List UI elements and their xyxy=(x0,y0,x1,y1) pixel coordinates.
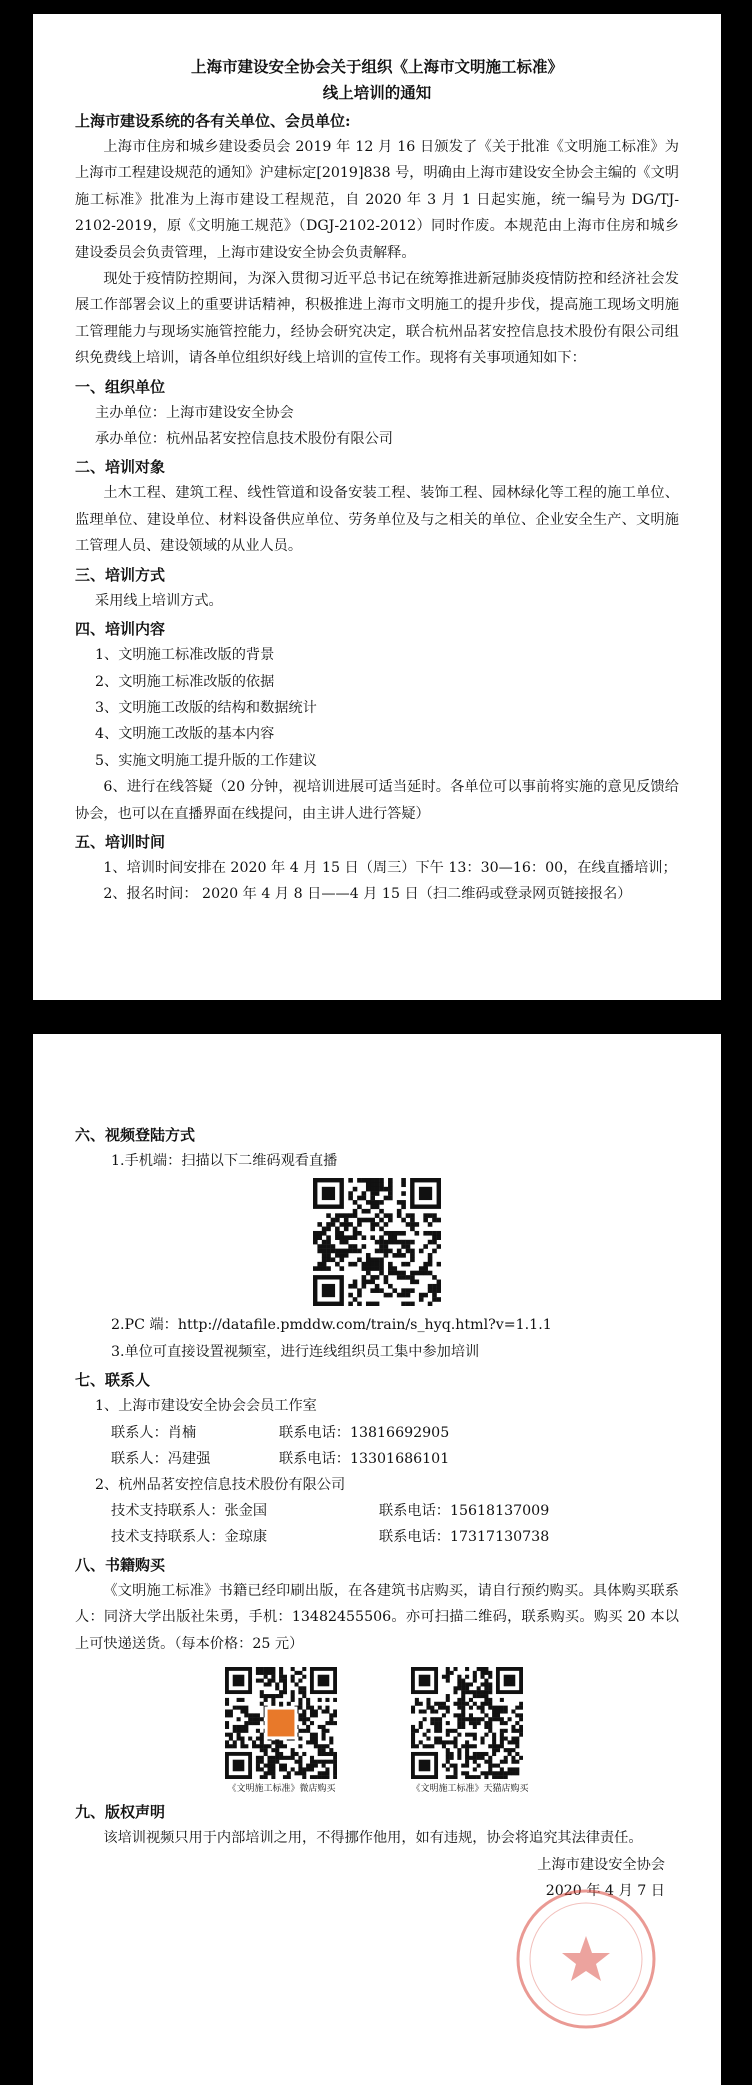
pc-access-item: 2.PC 端：http://datafile.pmddw.com/train/s_hyq.html?v=1.1.1 xyxy=(111,1317,552,1334)
mobile-access-item: 1.手机端：扫描以下二维码观看直播 xyxy=(111,1153,338,1169)
section-7-heading: 七、联系人 xyxy=(75,1371,151,1390)
document-page-2 xyxy=(33,1034,721,2085)
copyright-text: 该培训视频只用于内部培训之用，不得挪作他用，如有违规，协会将追究其法律责任。 xyxy=(103,1830,643,1847)
section-4-heading: 四、培训内容 xyxy=(75,620,166,639)
training-target-text: 土木工程、建筑工程、线性管道和设备安装工程、装饰工程、园林绿化等工程的施工单位、监理单位、建设单位、材料设备供应单位、劳务单位及与之相关的单位、企业安全生产、文明施工管理人员、建设领域的从业人员。 xyxy=(75,485,679,555)
content-item: 6、进行在线答疑（20 分钟，视培训进展可适当延时。各单位可以事前将实施的意见反馈给协会，也可以在直播界面在线提问，由主讲人进行答疑） xyxy=(75,779,679,822)
section-2-heading: 二、培训对象 xyxy=(75,458,166,477)
addressee: 上海市建设系统的各有关单位、会员单位: xyxy=(75,112,351,130)
content-item: 5、实施文明施工提升版的工作建议 xyxy=(95,752,317,769)
section-5-heading: 五、培训时间 xyxy=(75,832,166,851)
contact-name: 技术支持联系人：张金国 xyxy=(111,1503,268,1520)
training-time-item: 1、培训时间安排在 2020 年 4 月 15 日（周三）下午 13：30—16：00，在线直播培训； xyxy=(103,859,677,876)
contact-row xyxy=(75,1446,679,1472)
contact-phone: 联系电话：13816692905 xyxy=(279,1424,450,1441)
contact-phone: 联系电话：15618137009 xyxy=(379,1503,550,1520)
contact-row xyxy=(75,1524,679,1550)
content-item: 4、文明施工改版的基本内容 xyxy=(95,726,275,743)
qr-caption-tmall: 《文明施工标准》天猫店购买 xyxy=(411,1784,529,1795)
paragraph-1: 上海市住房和城乡建设委员会 2019 年 12 月 16 日颁发了《关于批准《文明施工标准》为上海市工程建设规范的通知》沪建标定[2019]838 号，明确由上海市建设安全协会主编的《文明施工标准》批准为上海市建设工程规范，自 2020 年 3 月 1 日起实施，统一编号为 DG/TJ-2102-2019，原《文明施工规范》（DGJ-2102-2012）同时作废。本规范由上海市住房和城乡建设委员会负责管理，上海市建设安全协会负责解释。 xyxy=(75,139,679,261)
organizer-unit: 承办单位：杭州品茗安控信息技术股份有限公司 xyxy=(95,431,393,448)
contact-row xyxy=(75,1498,679,1524)
qr-logo-badge xyxy=(268,1710,295,1737)
doc-title-line2: 线上培训的通知 xyxy=(322,83,432,102)
doc-title-line1: 上海市建设安全协会关于组织《上海市文明施工标准》 xyxy=(190,57,563,76)
content-item: 1、文明施工标准改版的背景 xyxy=(95,647,275,664)
content-item: 2、文明施工标准改版的依据 xyxy=(95,673,275,690)
document-page-1 xyxy=(33,14,721,1000)
contact-row xyxy=(75,1420,679,1446)
paragraph-2: 现处于疫情防控期间，为深入贯彻习近平总书记在统筹推进新冠肺炎疫情防控和经济社会发展工作部署会议上的重要讲话精神，积极推进上海市文明施工的提升步伐，提高施工现场文明施工管理能力与现场实施管控能力，经协会研究决定，联合杭州品茗安控信息技术股份有限公司组织免费线上培训，请各单位组织好线上培训的宣传工作。现将有关事项通知如下： xyxy=(75,271,679,367)
qr-code-weidian xyxy=(225,1667,337,1779)
signature-date: 2020 年 4 月 7 日 xyxy=(545,1882,665,1899)
contact-org-1: 1、上海市建设安全协会会员工作室 xyxy=(95,1398,317,1415)
section-1-heading: 一、组织单位 xyxy=(75,377,166,396)
section-8-heading: 八、书籍购买 xyxy=(75,1556,166,1575)
contact-name: 联系人：肖楠 xyxy=(111,1424,197,1441)
contact-phone: 联系电话：13301686101 xyxy=(279,1450,450,1467)
qr-code-livestream xyxy=(313,1178,441,1306)
host-unit: 主办单位：上海市建设安全协会 xyxy=(95,404,294,421)
registration-time-item: 2、报名时间： 2020 年 4 月 8 日——4 月 15 日（扫二维码或登录网页链接报名） xyxy=(103,886,632,903)
section-6-heading: 六、视频登陆方式 xyxy=(75,1126,196,1144)
section-9-heading: 九、版权声明 xyxy=(75,1803,166,1822)
section-3-heading: 三、培训方式 xyxy=(75,565,166,584)
contact-name: 联系人：冯建强 xyxy=(111,1450,211,1467)
signature-org: 上海市建设安全协会 xyxy=(537,1856,665,1873)
content-item: 3、文明施工改版的结构和数据统计 xyxy=(95,699,317,716)
book-purchase-text: 《文明施工标准》书籍已经印刷出版，在各建筑书店购买，请自行预约购买。具体购买联系人：同济大学出版社朱勇，手机：13482455506。亦可扫描二维码，联系购买。购买 20 本以上可快递送货。（每本价格：25 元） xyxy=(75,1583,679,1652)
qr-code-tmall xyxy=(411,1667,523,1779)
contact-phone: 联系电话：17317130738 xyxy=(379,1529,550,1546)
training-method-text: 采用线上培训方式。 xyxy=(95,592,223,609)
video-room-item: 3.单位可直接设置视频室，进行连线组织员工集中参加培训 xyxy=(111,1343,480,1360)
official-seal-stamp xyxy=(511,1884,661,2034)
contact-org-2: 2、杭州品茗安控信息技术股份有限公司 xyxy=(95,1476,346,1493)
qr-caption-weidian: 《文明施工标准》微店购买 xyxy=(227,1784,336,1795)
contact-name: 技术支持联系人：金琼康 xyxy=(111,1529,268,1546)
